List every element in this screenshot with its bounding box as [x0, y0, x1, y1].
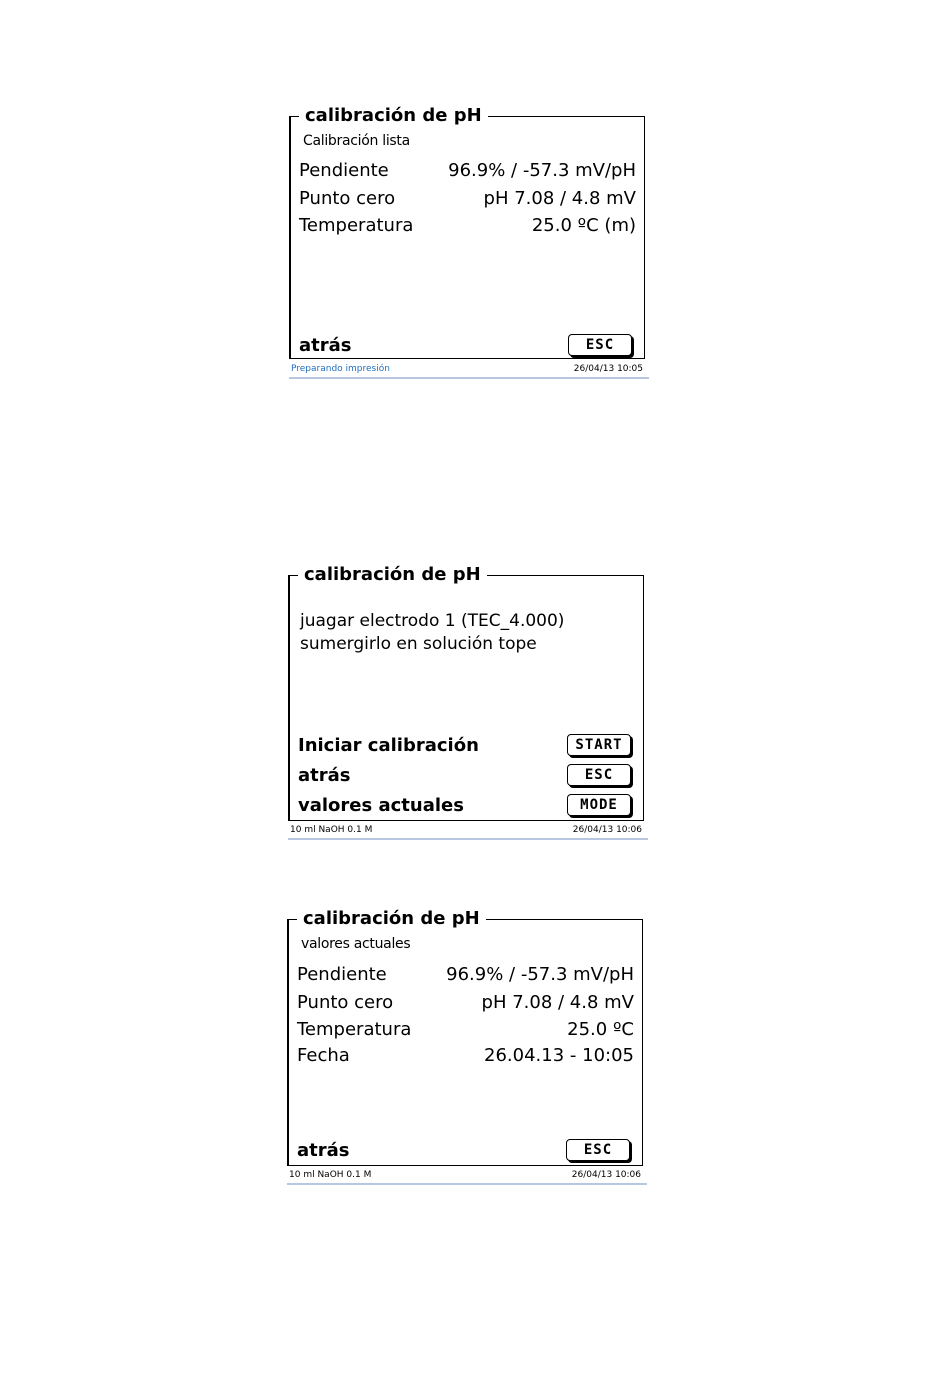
row-value: 25.0 ºC	[567, 1019, 634, 1040]
instruction-line: juagar electrodo 1 (TEC_4.000)	[300, 611, 565, 631]
screen-calibration-start	[288, 564, 648, 839]
screen-title: calibración de pH	[299, 105, 488, 127]
screen-current-values	[287, 908, 649, 1183]
row-value: 96.9% / -57.3 mV/pH	[446, 964, 634, 985]
esc-key-button[interactable]: ESC	[566, 1139, 630, 1161]
row-label: Punto cero	[299, 188, 396, 209]
action-label: atrás	[299, 335, 352, 356]
screen-title: calibración de pH	[298, 564, 487, 586]
mode-key-button[interactable]: MODE	[567, 794, 631, 816]
status-bar	[289, 363, 649, 379]
action-start-calibration[interactable]	[298, 733, 631, 759]
row-value: 25.0 ºC (m)	[531, 215, 636, 236]
screen-frame	[289, 105, 645, 359]
row-label: Pendiente	[297, 964, 387, 985]
row-label: Temperatura	[297, 1019, 412, 1040]
status-bar	[288, 824, 648, 840]
screen-subtitle: valores actuales	[301, 936, 411, 952]
status-bar	[287, 1169, 647, 1185]
row-label: Punto cero	[297, 992, 394, 1013]
esc-key-button[interactable]: ESC	[567, 764, 631, 786]
screen-subtitle: Calibración lista	[303, 133, 410, 149]
action-current-values[interactable]	[298, 793, 631, 819]
row-label: Pendiente	[299, 160, 389, 181]
row-value: pH 7.08 / 4.8 mV	[483, 188, 636, 209]
row-zero-point	[297, 990, 634, 1016]
screen-title: calibración de pH	[297, 908, 486, 930]
action-back[interactable]	[298, 763, 631, 789]
status-method: 10 ml NaOH 0.1 M	[290, 825, 373, 835]
action-label: Iniciar calibración	[298, 735, 479, 756]
row-temperature	[297, 1017, 634, 1043]
action-back[interactable]	[299, 333, 632, 359]
screen-calibration-ready	[289, 105, 649, 378]
status-method: 10 ml NaOH 0.1 M	[289, 1170, 372, 1180]
screen-frame	[287, 908, 643, 1166]
row-temperature	[299, 213, 636, 239]
row-value: 26.04.13 - 10:05	[484, 1045, 634, 1066]
action-label: valores actuales	[298, 795, 464, 816]
row-slope	[299, 158, 636, 184]
status-datetime: 26/04/13 10:06	[572, 825, 642, 835]
start-key-button[interactable]: START	[567, 734, 631, 756]
row-value: 96.9% / -57.3 mV/pH	[448, 160, 636, 181]
row-zero-point	[299, 186, 636, 212]
row-label: Temperatura	[299, 215, 414, 236]
action-back[interactable]	[297, 1138, 630, 1164]
esc-key-button[interactable]: ESC	[568, 334, 632, 356]
action-label: atrás	[298, 765, 351, 786]
instruction-line: sumergirlo en solución tope	[300, 634, 537, 654]
status-datetime: 26/04/13 10:05	[573, 364, 643, 374]
row-slope	[297, 962, 634, 988]
status-message: Preparando impresión	[291, 364, 390, 374]
row-value: pH 7.08 / 4.8 mV	[481, 992, 634, 1013]
row-label: Fecha	[297, 1045, 350, 1066]
row-date	[297, 1043, 634, 1069]
action-label: atrás	[297, 1140, 350, 1161]
screen-frame	[288, 564, 644, 821]
status-datetime: 26/04/13 10:06	[571, 1170, 641, 1180]
